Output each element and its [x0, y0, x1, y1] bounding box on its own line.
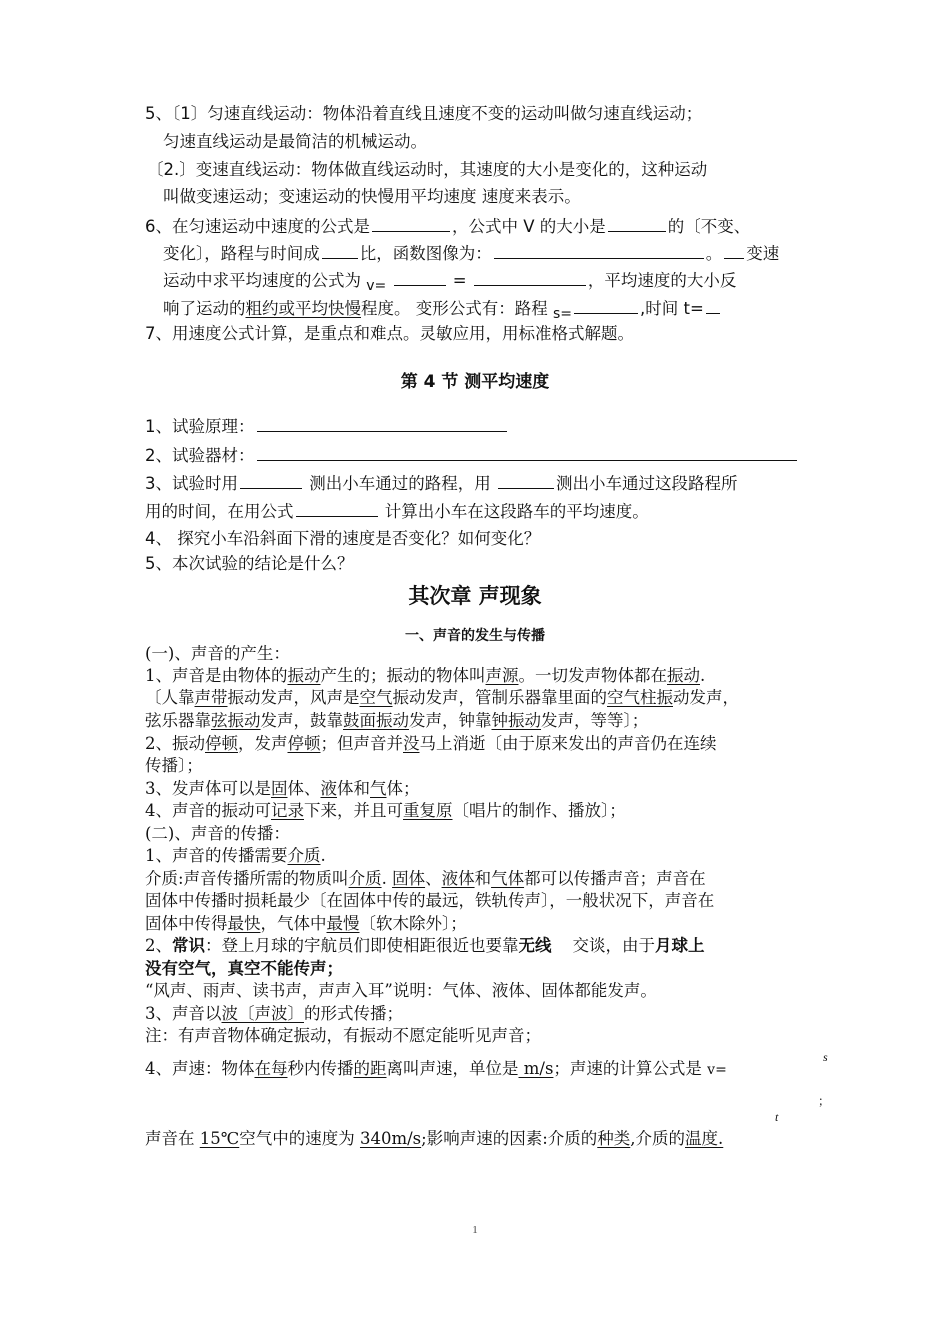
text-line: “风声、雨声、读书声，声声入耳”说明：气体、液体、固体都能发声。 [145, 981, 657, 1000]
text-line: 〔人靠声带振动发声，风声是空气振动发声，管制乐器靠里面的空气柱振动发声， [145, 688, 739, 707]
text-line: 传播〕； [145, 756, 203, 775]
text-line: 1、声音的传播需要介质. [145, 846, 326, 865]
text-line: 固体中传播时损耗最少〔在固体中传的最远，铁轨传声〕，一般状况下，声音在 [145, 891, 715, 910]
text-line: 没有空气，真空不能传声； [145, 959, 343, 978]
text-line: 2、常识：登上月球的宇航员们即使相距很近也要靠无线 交谈，由于月球上 [145, 936, 705, 955]
text-line: 匀速直线运动是最简洁的机械运动。 [163, 132, 427, 151]
text-line: 7、用速度公式计算，是重点和难点。灵敏应用，用标准格式解题。 [145, 324, 634, 343]
fill-blank [257, 443, 797, 461]
text-line: (一)、声音的产生： [145, 644, 290, 663]
fill-blank [296, 499, 378, 517]
text-line: 2、振动停顿，发声停顿；但声音并没马上消逝〔由于原来发出的声音仍在连续 [145, 734, 717, 753]
text-line: 运动中求平均速度的公式为 $_{v=}$ = ，平均速度的大小反 [163, 268, 736, 293]
text-line: 5、〔1〕匀速直线运动：物体沿着直线且速度不变的运动叫做匀速直线运动； [145, 104, 703, 123]
chapter-title: 其次章 声现象 [408, 584, 542, 608]
text-line: 〔2.〕变速直线运动：物体做直线运动时，其速度的大小是变化的，这种运动 [147, 160, 708, 179]
fill-blank [372, 214, 450, 232]
page-number: 1 [472, 1224, 478, 1236]
text-line: 3、声音以波〔声波〕的形式传播； [145, 1004, 403, 1023]
text-line: 6、在匀速运动中速度的公式是 ，公式中 V 的大小是 的〔不变、 [145, 214, 750, 238]
text-line: 变化〕，路程与时间成 比，函数图像为： 。 变速 [163, 241, 779, 265]
text-line: 声音在 15℃空气中的速度为 340m/s;影响声速的因素:介质的种类,介质的温度. [145, 1129, 724, 1148]
fill-blank [394, 268, 446, 286]
text-line: 叫做变速运动；变速运动的快慢用平均速度 速度来表示。 [163, 187, 581, 206]
text-line: 弦乐器靠弦振动发声，鼓靠鼓面振动发声，钟靠钟振动发声，等等〕； [145, 711, 649, 730]
text-line: (二)、声音的传播： [145, 824, 290, 843]
fill-blank [494, 241, 704, 259]
fraction-numerator: s [823, 1050, 828, 1064]
fill-blank [608, 214, 666, 232]
fraction-denominator: t [775, 1110, 779, 1124]
text-line: 注：有声音物体确定振动，有振动不愿定能听见声音； [145, 1026, 541, 1045]
semicolon: ； [818, 1094, 831, 1108]
fill-blank [706, 296, 720, 314]
text-line: 1、试验原理： [145, 414, 509, 438]
fill-blank [474, 268, 586, 286]
fill-blank [724, 241, 744, 259]
chapter-subtitle: 一、声音的发生与传播 [405, 628, 545, 644]
text-line: 2、试验器材： [145, 443, 799, 467]
text-line: 1、声音是由物体的振动产生的；振动的物体叫声源。一切发声物体都在振动. [145, 666, 706, 685]
section-title: 第 4 节 测平均速度 [400, 372, 550, 392]
text-line: 用的时间，在用公式 计算出小车在这段路车的平均速度。 [145, 499, 649, 523]
text-line: 4、 探究小车沿斜面下滑的速度是否变化？如何变化？ [145, 529, 541, 548]
fill-blank [322, 241, 358, 259]
fill-blank [240, 471, 302, 489]
fill-blank [257, 414, 507, 432]
text-line: 4、声音的振动可记录下来，并且可重复原〔唱片的制作、播放〕； [145, 801, 626, 820]
text-line: 响了运动的粗约或平均快慢程度。 变形公式有：路程 $_{s=}$ ,时间 t= [163, 296, 722, 321]
fill-blank [498, 471, 554, 489]
text-line: 3、发声体可以是固体、液体和气体； [145, 779, 420, 798]
text-line: 5、本次试验的结论是什么？ [145, 554, 354, 573]
text-line: 固体中传得最快，气体中最慢〔软木除外〕； [145, 914, 467, 933]
fill-blank [574, 296, 638, 314]
text-line: 4、声速：物体在每秒内传播的距离叫声速，单位是 m/s；声速的计算公式是 v= [145, 1059, 727, 1078]
text-line: 3、试验时用 测出小车通过的路程，用 测出小车通过这段路程所 [145, 471, 738, 495]
text-line: 介质:声音传播所需的物质叫介质. 固体、液体和气体都可以传播声音；声音在 [145, 869, 706, 888]
